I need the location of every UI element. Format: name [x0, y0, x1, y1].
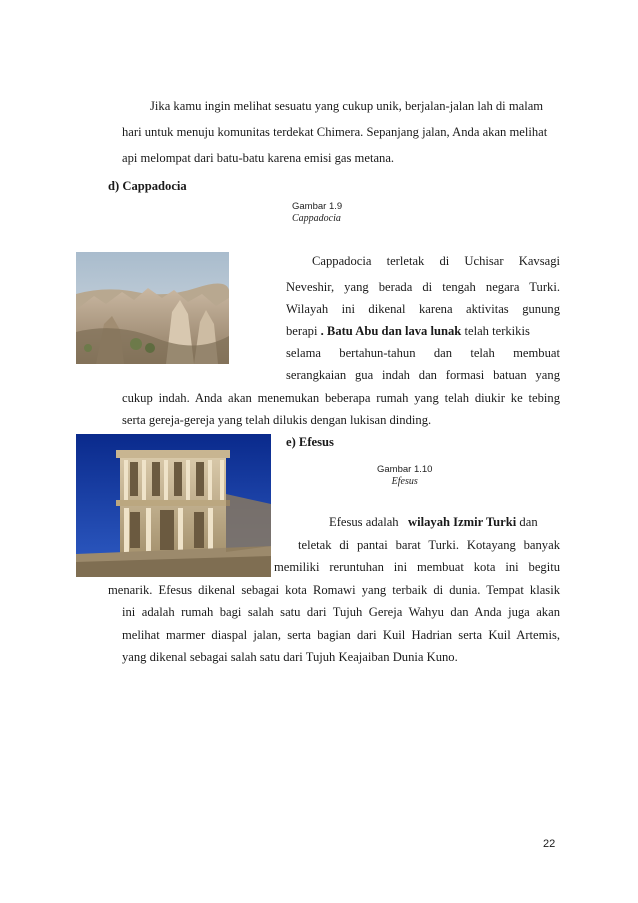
efesus-line-5: ini adalah rumah bagi salah satu dari Tujuh Gereja Wahyu dan Anda juga akan	[122, 605, 560, 619]
efesus-line-3: memiliki reruntuhan ini membuat kota ini begitu	[274, 560, 560, 574]
efesus-line-1	[329, 514, 538, 530]
cappadocia-line-1: Cappadocia terletak di Uchisar Kavsagi	[312, 254, 560, 268]
cappadocia-line-5: selama bertahun-tahun dan telah membuat	[286, 346, 560, 360]
cappadocia-caption-title: Cappadocia	[292, 213, 341, 224]
cappadocia-line-3: Wilayah ini dikenal karena aktivitas gunung	[286, 302, 560, 316]
efesus-caption-label: Gambar 1.10	[377, 464, 433, 475]
efesus-line-7: yang dikenal sebagai salah satu dari Tujuh Keajaiban Dunia Kuno.	[122, 650, 458, 664]
cappadocia-landscape-image	[76, 252, 229, 364]
page-number: 22	[543, 838, 556, 850]
efesus-heading	[286, 434, 334, 450]
intro-line-1: Jika kamu ingin melihat sesuatu yang cukup unik, berjalan-jalan lah di malam	[150, 99, 544, 113]
cappadocia-line-2: Neveshir, yang berada di tengah negara Turki.	[286, 280, 560, 294]
cappadocia-line-8: serta gereja-gereja yang telah dilukis dengan lukisan dinding.	[122, 413, 432, 427]
efesus-line-1-bold: wilayah Izmir Turki	[408, 515, 517, 529]
cappadocia-line-4-bold: . Batu Abu dan lava lunak	[317, 324, 462, 338]
efesus-caption-title: Efesus	[391, 476, 418, 487]
efesus-line-1-part-a: Efesus adalah	[329, 515, 402, 529]
intro-line-3: api melompat dari batu-batu karena emisi gas metana.	[122, 151, 395, 165]
cappadocia-line-4-part-c: telah terkikis	[461, 324, 530, 338]
efesus-heading-text: e) Efesus	[286, 435, 334, 449]
efesus-caption	[377, 464, 432, 488]
efesus-library-image	[76, 434, 271, 577]
efesus-line-2: teletak di pantai barat Turki. Kotayang banyak	[298, 538, 560, 552]
intro-line-2: hari untuk menuju komunitas terdekat Chimera. Sepanjang jalan, Anda akan melihat	[122, 125, 548, 139]
cappadocia-line-4-part-a: berapi	[286, 324, 318, 338]
efesus-line-6: melihat marmer diaspal jalan, serta bagian dari Kuil Hadrian serta Kuil Artemis,	[122, 628, 560, 642]
cappadocia-photo	[76, 252, 229, 364]
efesus-line-1-part-c: dan	[516, 515, 538, 529]
cappadocia-caption	[292, 201, 342, 225]
cappadocia-line-7: cukup indah. Anda akan menemukan beberapa rumah yang telah diukir ke tebing	[122, 391, 560, 405]
cappadocia-line-6: serangkaian gua indah dan formasi batuan yang	[286, 368, 560, 382]
cappadocia-caption-label: Gambar 1.9	[292, 201, 343, 212]
efesus-line-4: menarik. Efesus dikenal sebagai kota Romawi yang terbaik di dunia. Tempat klasik	[108, 583, 560, 597]
cappadocia-heading: d) Cappadocia	[108, 179, 187, 193]
cappadocia-line-4	[286, 323, 530, 339]
efesus-photo	[76, 434, 271, 577]
